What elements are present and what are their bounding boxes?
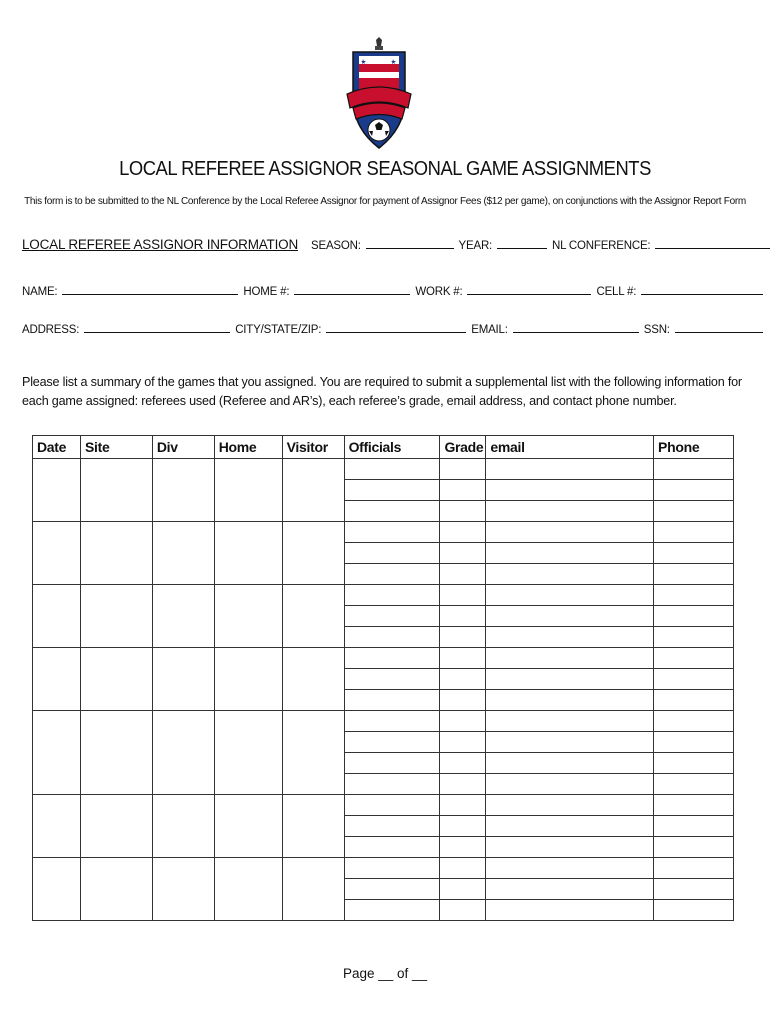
visitor-cell[interactable] (282, 459, 344, 522)
site-cell[interactable] (80, 795, 152, 858)
date-cell[interactable] (33, 711, 81, 795)
site-cell[interactable] (80, 858, 152, 921)
email-cell[interactable] (486, 648, 654, 669)
officials-cell[interactable] (344, 522, 440, 543)
phone-cell[interactable] (654, 690, 734, 711)
site-cell[interactable] (80, 459, 152, 522)
table-row (33, 522, 734, 543)
date-cell[interactable] (33, 648, 81, 711)
officials-cell[interactable] (344, 753, 440, 774)
phone-cell[interactable] (654, 585, 734, 606)
grade-cell[interactable] (440, 774, 486, 795)
officials-cell[interactable] (344, 585, 440, 606)
grade-cell[interactable] (440, 669, 486, 690)
email-cell[interactable] (486, 900, 654, 921)
div-cell[interactable] (152, 648, 214, 711)
email-cell[interactable] (486, 522, 654, 543)
column-header-home: Home (214, 436, 282, 459)
work-phone-field[interactable] (467, 282, 591, 295)
grade-cell[interactable] (440, 543, 486, 564)
conference-field[interactable] (655, 236, 770, 249)
div-cell[interactable] (152, 858, 214, 921)
grade-cell[interactable] (440, 732, 486, 753)
table-header-row (33, 436, 734, 459)
officials-cell[interactable] (344, 690, 440, 711)
div-cell[interactable] (152, 459, 214, 522)
phone-cell[interactable] (654, 648, 734, 669)
visitor-cell[interactable] (282, 711, 344, 795)
section-heading: LOCAL REFEREE ASSIGNOR INFORMATION (22, 237, 298, 252)
date-cell[interactable] (33, 795, 81, 858)
cell-label: CELL #: (596, 286, 637, 298)
table-row (33, 858, 734, 879)
assignor-info-row (22, 236, 744, 252)
email-cell[interactable] (486, 795, 654, 816)
officials-cell[interactable] (344, 711, 440, 732)
email-label: EMAIL: (471, 324, 508, 336)
site-cell[interactable] (80, 522, 152, 585)
div-cell[interactable] (152, 522, 214, 585)
email-cell[interactable] (486, 627, 654, 648)
email-cell[interactable] (486, 480, 654, 501)
phone-cell[interactable] (654, 543, 734, 564)
date-cell[interactable] (33, 522, 81, 585)
grade-cell[interactable] (440, 459, 486, 480)
email-cell[interactable] (486, 564, 654, 585)
city-state-zip-field[interactable] (326, 320, 466, 333)
ssn-field[interactable] (675, 320, 763, 333)
officials-cell[interactable] (344, 900, 440, 921)
game-assignments-table (32, 435, 734, 921)
work-label: WORK #: (415, 286, 463, 298)
officials-cell[interactable] (344, 564, 440, 585)
column-header-date: Date (33, 436, 81, 459)
grade-cell[interactable] (440, 606, 486, 627)
grade-cell[interactable] (440, 816, 486, 837)
phone-cell[interactable] (654, 501, 734, 522)
phone-cell[interactable] (654, 732, 734, 753)
phone-cell[interactable] (654, 753, 734, 774)
phone-cell[interactable] (654, 564, 734, 585)
officials-cell[interactable] (344, 480, 440, 501)
address-label: ADDRESS: (22, 324, 80, 336)
officials-cell[interactable] (344, 648, 440, 669)
email-cell[interactable] (486, 753, 654, 774)
address-row (22, 320, 744, 336)
officials-cell[interactable] (344, 627, 440, 648)
site-cell[interactable] (80, 711, 152, 795)
email-cell[interactable] (486, 669, 654, 690)
email-cell[interactable] (486, 879, 654, 900)
phone-cell[interactable] (654, 879, 734, 900)
officials-cell[interactable] (344, 459, 440, 480)
phone-cell[interactable] (654, 795, 734, 816)
visitor-cell[interactable] (282, 648, 344, 711)
address-field[interactable] (84, 320, 230, 333)
national-league-logo (345, 36, 413, 154)
email-field[interactable] (513, 320, 639, 333)
ssn-label: SSN: (643, 324, 670, 336)
email-cell[interactable] (486, 837, 654, 858)
column-header-visitor: Visitor (282, 436, 344, 459)
email-cell[interactable] (486, 858, 654, 879)
phone-cell[interactable] (654, 900, 734, 921)
grade-cell[interactable] (440, 711, 486, 732)
season-label: SEASON: (311, 240, 361, 252)
officials-cell[interactable] (344, 732, 440, 753)
email-cell[interactable] (486, 543, 654, 564)
grade-cell[interactable] (440, 753, 486, 774)
column-header-email: email (486, 436, 654, 459)
name-label: NAME: (22, 286, 58, 298)
phone-cell[interactable] (654, 480, 734, 501)
officials-cell[interactable] (344, 858, 440, 879)
column-header-div: Div (152, 436, 214, 459)
officials-cell[interactable] (344, 543, 440, 564)
grade-cell[interactable] (440, 858, 486, 879)
year-label: YEAR: (458, 240, 493, 252)
page-number: Page __ of __ (342, 966, 428, 981)
season-field[interactable] (366, 236, 454, 249)
email-cell[interactable] (486, 606, 654, 627)
email-cell[interactable] (486, 501, 654, 522)
phone-cell[interactable] (654, 459, 734, 480)
column-header-phone: Phone (654, 436, 734, 459)
home-cell[interactable] (214, 795, 282, 858)
table-row (33, 459, 734, 480)
home-label: HOME #: (243, 286, 290, 298)
conference-label: NL CONFERENCE: (552, 240, 651, 252)
phone-cell[interactable] (654, 816, 734, 837)
phone-cell[interactable] (654, 837, 734, 858)
grade-cell[interactable] (440, 627, 486, 648)
grade-cell[interactable] (440, 585, 486, 606)
grade-cell[interactable] (440, 795, 486, 816)
email-cell[interactable] (486, 732, 654, 753)
phone-cell[interactable] (654, 627, 734, 648)
home-cell[interactable] (214, 522, 282, 585)
year-field[interactable] (497, 236, 547, 249)
phone-cell[interactable] (654, 669, 734, 690)
phone-cell[interactable] (654, 711, 734, 732)
grade-cell[interactable] (440, 900, 486, 921)
grade-cell[interactable] (440, 522, 486, 543)
column-header-site: Site (80, 436, 152, 459)
officials-cell[interactable] (344, 795, 440, 816)
date-cell[interactable] (33, 858, 81, 921)
officials-cell[interactable] (344, 879, 440, 900)
phone-cell[interactable] (654, 774, 734, 795)
email-cell[interactable] (486, 459, 654, 480)
visitor-cell[interactable] (282, 585, 344, 648)
form-title: LOCAL REFEREE ASSIGNOR SEASONAL GAME ASSIGNMENTS (119, 158, 651, 180)
officials-cell[interactable] (344, 501, 440, 522)
home-cell[interactable] (214, 459, 282, 522)
cell-phone-field[interactable] (641, 282, 763, 295)
officials-cell[interactable] (344, 837, 440, 858)
officials-cell[interactable] (344, 606, 440, 627)
instructions-paragraph: Please list a summary of the games that you assigned. You are required to submit a supplemental list with the following information for each game assigned: referees used (Referee and AR’s), each referee’s grade, email address, and contact phone number. (22, 375, 742, 408)
table-row (33, 711, 734, 732)
officials-cell[interactable] (344, 669, 440, 690)
date-cell[interactable] (33, 459, 81, 522)
city-label: CITY/STATE/ZIP: (235, 324, 322, 336)
table-row (33, 648, 734, 669)
grade-cell[interactable] (440, 564, 486, 585)
grade-cell[interactable] (440, 648, 486, 669)
site-cell[interactable] (80, 648, 152, 711)
home-phone-field[interactable] (294, 282, 410, 295)
grade-cell[interactable] (440, 879, 486, 900)
visitor-cell[interactable] (282, 522, 344, 585)
grade-cell[interactable] (440, 837, 486, 858)
visitor-cell[interactable] (282, 858, 344, 921)
table-row (33, 795, 734, 816)
phone-cell[interactable] (654, 606, 734, 627)
div-cell[interactable] (152, 711, 214, 795)
div-cell[interactable] (152, 795, 214, 858)
email-cell[interactable] (486, 711, 654, 732)
phone-cell[interactable] (654, 522, 734, 543)
column-header-officials: Officials (344, 436, 440, 459)
site-cell[interactable] (80, 585, 152, 648)
date-cell[interactable] (33, 585, 81, 648)
email-cell[interactable] (486, 774, 654, 795)
column-header-grade: Grade (440, 436, 486, 459)
phone-cell[interactable] (654, 858, 734, 879)
visitor-cell[interactable] (282, 795, 344, 858)
email-cell[interactable] (486, 585, 654, 606)
email-cell[interactable] (486, 816, 654, 837)
grade-cell[interactable] (440, 690, 486, 711)
home-cell[interactable] (214, 711, 282, 795)
grade-cell[interactable] (440, 501, 486, 522)
home-cell[interactable] (214, 648, 282, 711)
officials-cell[interactable] (344, 816, 440, 837)
contact-row (22, 282, 744, 298)
grade-cell[interactable] (440, 480, 486, 501)
name-field[interactable] (62, 282, 238, 295)
table-row (33, 585, 734, 606)
home-cell[interactable] (214, 858, 282, 921)
email-cell[interactable] (486, 690, 654, 711)
home-cell[interactable] (214, 585, 282, 648)
div-cell[interactable] (152, 585, 214, 648)
form-subtitle: This form is to be submitted to the NL Conference by the Local Referee Assignor for payment of Assignor Fees ($12 per game), on conjunctions with the Assignor Report Form (24, 196, 746, 207)
table-body (33, 459, 734, 921)
officials-cell[interactable] (344, 774, 440, 795)
